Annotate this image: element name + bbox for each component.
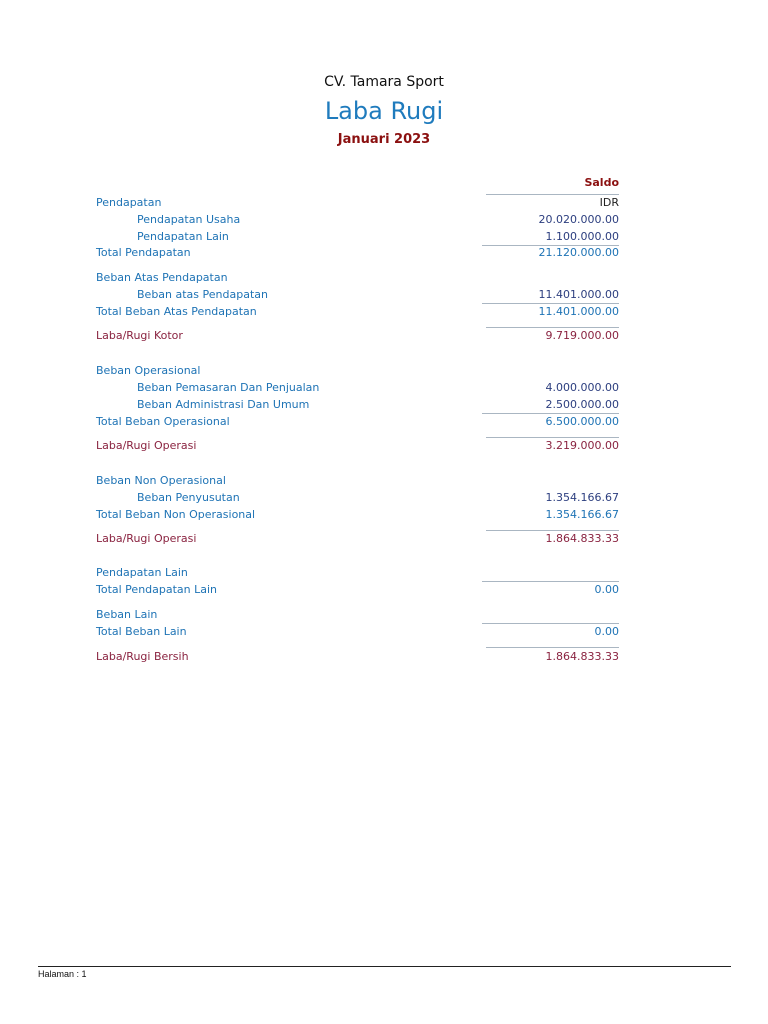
- list-item: [96, 398, 619, 414]
- total-label: Total Pendapatan: [96, 246, 191, 259]
- subtotal-divider: [486, 437, 619, 438]
- laba-label: Laba/Rugi Operasi: [96, 532, 197, 545]
- section-label: Beban Non Operasional: [96, 474, 226, 487]
- total-row: [96, 415, 619, 431]
- section-label: Beban Lain: [96, 608, 158, 621]
- report-period: Januari 2023: [337, 132, 431, 147]
- section-pendapatan-lain: [96, 566, 619, 582]
- total-value: 6.500.000.00: [545, 415, 619, 428]
- total-label: Total Beban Lain: [96, 625, 187, 638]
- total-row: [96, 625, 619, 641]
- item-label: Pendapatan Usaha: [137, 213, 241, 226]
- list-item: [96, 381, 619, 397]
- page-number: Halaman : 1: [38, 969, 87, 979]
- total-value: 1.354.166.67: [545, 508, 619, 521]
- laba-label: Laba/Rugi Operasi: [96, 439, 197, 452]
- section-beban-atas-pendapatan: [96, 271, 619, 287]
- subtotal-divider: [486, 530, 619, 531]
- item-value: 20.020.000.00: [538, 213, 619, 226]
- laba-value: 9.719.000.00: [545, 329, 619, 342]
- total-divider: [482, 413, 619, 414]
- list-item: [96, 288, 619, 304]
- laba-rugi-kotor-row: [96, 329, 619, 345]
- laba-rugi-operasi-row: [96, 532, 619, 548]
- section-beban-non-operasional: [96, 474, 619, 490]
- laba-value: 3.219.000.00: [545, 439, 619, 452]
- footer-divider: [38, 966, 731, 967]
- section-label: Pendapatan Lain: [96, 566, 188, 579]
- total-value: 0.00: [594, 583, 619, 596]
- report-title: Laba Rugi: [324, 97, 444, 125]
- item-label: Pendapatan Lain: [137, 230, 229, 243]
- laba-value: 1.864.833.33: [545, 532, 619, 545]
- total-row: [96, 246, 619, 262]
- total-divider: [482, 623, 619, 624]
- item-value: 1.100.000.00: [545, 230, 619, 243]
- item-label: Beban Pemasaran Dan Penjualan: [137, 381, 320, 394]
- total-row: [96, 305, 619, 321]
- total-value: 0.00: [594, 625, 619, 638]
- list-item: [96, 230, 619, 246]
- section-label: Beban Operasional: [96, 364, 201, 377]
- subtotal-divider: [486, 327, 619, 328]
- section-label: Beban Atas Pendapatan: [96, 271, 228, 284]
- total-divider: [482, 581, 619, 582]
- company-name: CV. Tamara Sport: [324, 74, 444, 90]
- total-row: [96, 583, 619, 599]
- total-label: Total Beban Operasional: [96, 415, 230, 428]
- item-label: Beban Administrasi Dan Umum: [137, 398, 310, 411]
- total-label: Total Beban Non Operasional: [96, 508, 256, 521]
- total-label: Total Pendapatan Lain: [96, 583, 218, 596]
- item-label: Beban Penyusutan: [137, 491, 240, 504]
- section-beban-lain: [96, 608, 619, 624]
- total-label: Total Beban Atas Pendapatan: [96, 305, 257, 318]
- header-divider: [486, 194, 619, 195]
- laba-label: Laba/Rugi Bersih: [96, 650, 189, 663]
- total-value: 11.401.000.00: [538, 305, 619, 318]
- laba-rugi-operasi-row: [96, 439, 619, 455]
- laba-label: Laba/Rugi Kotor: [96, 329, 183, 342]
- item-value: 4.000.000.00: [545, 381, 619, 394]
- item-label: Beban atas Pendapatan: [137, 288, 268, 301]
- item-value: 1.354.166.67: [545, 491, 619, 504]
- item-value: 2.500.000.00: [545, 398, 619, 411]
- subtotal-divider: [486, 647, 619, 648]
- currency-label: IDR: [599, 196, 619, 209]
- total-value: 21.120.000.00: [538, 246, 619, 259]
- saldo-column-header: Saldo: [584, 176, 619, 189]
- laba-value: 1.864.833.33: [545, 650, 619, 663]
- section-pendapatan: [96, 196, 619, 212]
- total-row: [96, 508, 619, 524]
- total-divider: [482, 303, 619, 304]
- list-item: [96, 491, 619, 507]
- item-value: 11.401.000.00: [538, 288, 619, 301]
- laba-rugi-bersih-row: [96, 650, 619, 666]
- list-item: [96, 213, 619, 229]
- section-label: Pendapatan: [96, 196, 162, 209]
- section-beban-operasional: [96, 364, 619, 380]
